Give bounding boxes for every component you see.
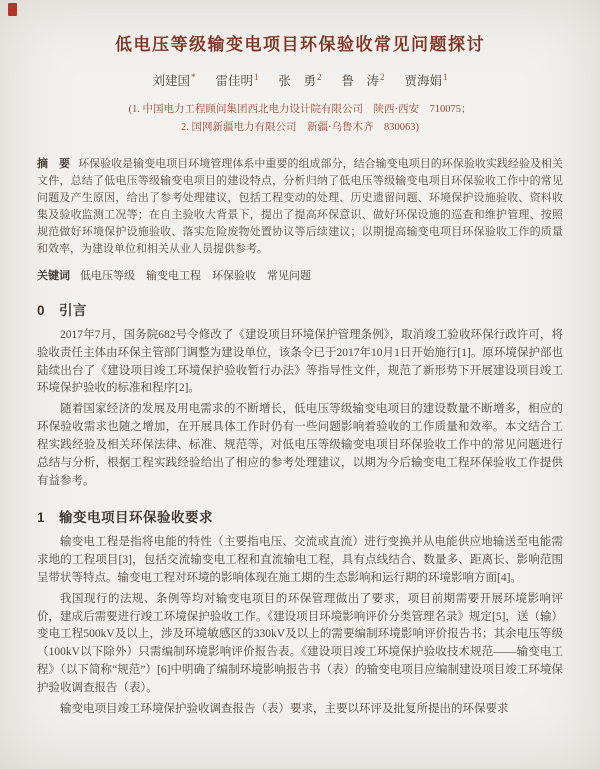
section-heading-1: 1 输变电项目环保验收要求 [37, 510, 214, 526]
author [405, 71, 448, 89]
paragraph: 随着国家经济的发展及用电需求的不断增长，低电压等级输变电项目的建设数量不断增多，相应的环保验收需求也随之增加，在开展具体工作时仍有一些问题影响着验收的工作质量和效率。本文结合工程实践经验及相关环保法律、标准、规范等，对低电压等级输变电项目环保验收工作中的常见问题进行总结与分析，根据工程实践经验给出了相应的参考处理建议，以期为今后输变电工程环保验收工作提供有益参考。 [37, 403, 563, 487]
keywords-text: 低电压等级 输变电工程 环保验收 常见问题 [80, 270, 311, 283]
keywords [37, 267, 563, 283]
scan-red-mark [8, 3, 17, 16]
author-name: 张 勇 [278, 74, 316, 88]
author-name: 雷佳明 [215, 74, 253, 88]
paragraph: 输变电项目竣工环境保护验收调查报告（表）要求，主要以环评及批复所提出的环保要求 [60, 702, 509, 715]
author [278, 71, 321, 89]
author [342, 71, 385, 89]
author-name: 鲁 涛 [341, 74, 380, 88]
abstract-text: 环保验收是输变电项目环境管理体系中重要的组成部分，结合输变电项目的环保验收实践经验及相关文件，总结了低电压等级输变电项目的建设特点，分析归纳了低电压等级输变电项目环保验收工作中的常见问题及产生原因，给出了参考处理建议，包括工程变动的处理、历史遗留问题、环境保护设施验收、资料收集及验收监测工况等；在自主验收大背景下，提出了提高环保意识、做好环保设施的巡查和维护管理、按照规范做好环境保护设施验收、落实危险废物处置协议等后续建议；以期提高输变电项目环保验收工作的质量和效率，为建设单位和相关从业人员提供参考。 [37, 157, 564, 255]
abstract [37, 156, 563, 258]
affiliation-line: 2. 国网新疆电力有限公司 新疆·乌鲁木齐 830063) [181, 122, 419, 134]
author-affil-mark: 2 [317, 71, 322, 82]
paragraph: 我国现行的法规、条例等均对输变电项目的环保管理做出了要求，项目前期需要开展环境影响评价，建成后需要进行竣工环境保护验收工作。《建设项目环境影响评价分类管理名录》规定[5]，送（输）变电工程500kV及以上，涉及环境敏感区的330kV及以上的需要编制环境影响评价报告书；其余电压等级（100kV以下除外）只需编制环境影响评价报告表。《建设项目竣工环境保护验收技术规范——输变电工程》（以下简称“规范”）[6]中明确了编制环境影响报告书（表）的输变电项目应编制建设项目竣工环境保护验收调查报告（表）。 [37, 592, 563, 694]
author-affil-mark: 2 [380, 71, 385, 82]
affiliation-line: (1. 中国电力工程顾问集团西北电力设计院有限公司 陕西·西安 710075； [128, 104, 472, 115]
affiliations [37, 101, 563, 138]
paragraph: 2017年7月，国务院682号令修改了《建设项目环境保护管理条例》，取消竣工验收环保行政许可，将验收责任主体由环保主管部门调整为建设单位，该条令已于2017年10月1日开始施行[1]。原环境保护部也陆续出台了《建设项目竣工环境保护验收暂行办法》等指导性文件，规范了新形势下开展建设项目竣工环境保护验收的标准和程序[2]。 [37, 329, 563, 395]
author [215, 71, 258, 89]
author-line [37, 71, 563, 89]
author-name: 刘建国 [152, 74, 190, 88]
author-affil-mark: 1 [443, 71, 448, 82]
abstract-label: 摘 要 [37, 157, 71, 170]
paragraph: 输变电工程是指将电能的特性（主要指电压、交流或直流）进行变换并从电能供应地输送至电能需求地的工程项目[3]，包括交流输变电工程和直流输电工程，具有点线结合、数量多、距离长、影响范围呈带状等特点。输变电工程对环境的影响体现在施工期的生态影响和运行期的环境影响方面[4]。 [37, 536, 563, 584]
author-name: 贾海娟 [404, 74, 443, 88]
section-heading-0: 0 引言 [37, 303, 88, 319]
author-affil-mark: 1 [253, 71, 259, 82]
keywords-label: 关键词 [37, 270, 70, 283]
paper-title: 低电压等级输变电项目环保验收常见问题探讨 [115, 35, 485, 54]
author-affil-mark: * [190, 71, 196, 82]
author [152, 71, 195, 89]
